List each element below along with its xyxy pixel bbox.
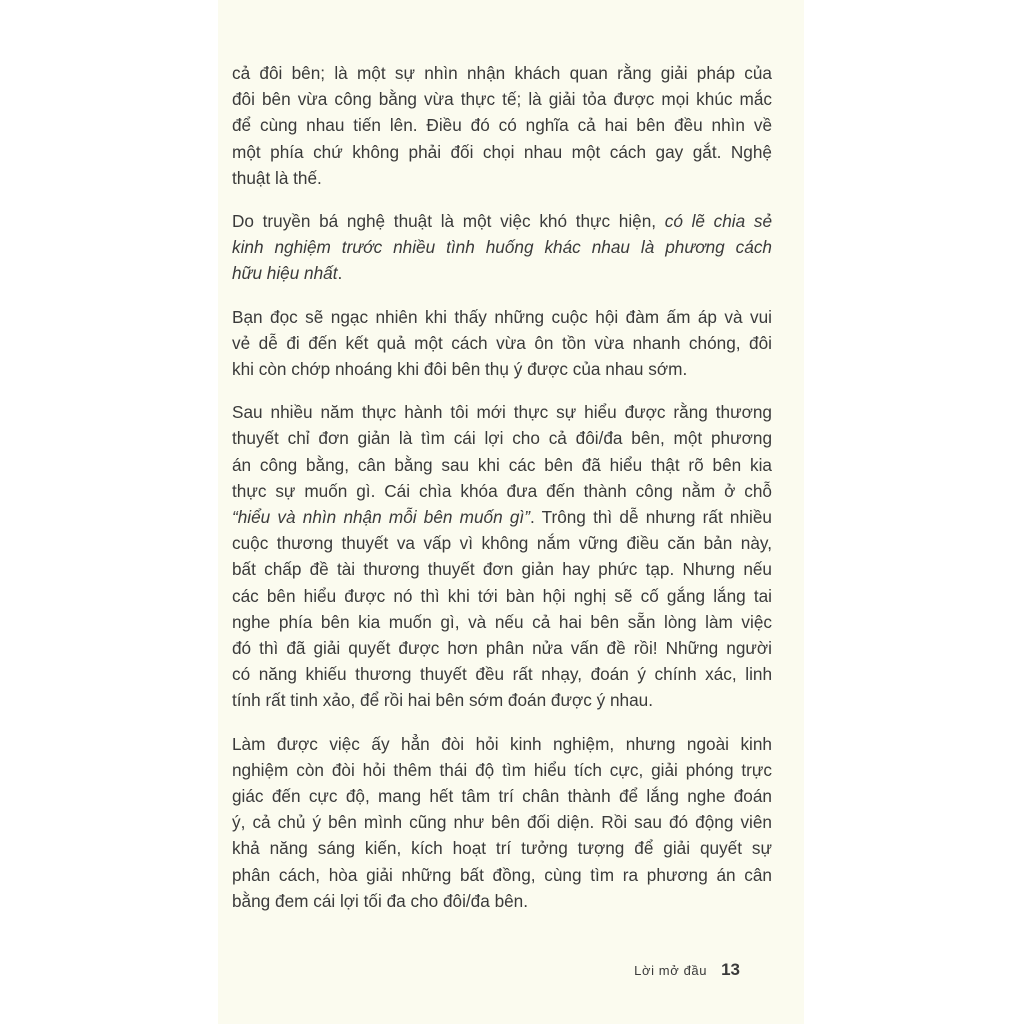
text-segment: thực sự muốn gì. Cái chìa khóa đưa đến thành công nằm ở chỗ [232,480,772,501]
text-line [232,530,772,556]
text-line [232,452,772,478]
text-segment: các bên hiểu được nó thì khi tới bàn hội nghị sẽ cố gắng lắng tai [232,585,772,606]
text-line [232,208,772,234]
text-segment: nghiệm còn đòi hỏi thêm thái độ tìm hiểu tích cực, giải phóng trực [232,759,772,780]
page-number: 13 [721,960,740,979]
text-line [232,139,772,165]
text-line [232,731,772,757]
text-segment: . Trông thì dễ nhưng rất nhiều [529,507,772,528]
text-line [232,635,772,661]
text-segment: Do truyền bá nghệ thuật là một việc khó thực hiện, [232,211,665,232]
paragraph [232,731,772,914]
text-line [232,687,772,713]
text-line [232,399,772,425]
running-title: Lời mở đầu [634,963,708,978]
text-segment: tính rất tinh xảo, để rồi hai bên sớm đoán được ý nhau. [232,690,654,711]
text-segment: khi còn chớp nhoáng khi đôi bên thụ ý được của nhau sớm. [232,359,688,380]
text-line [232,304,772,330]
paragraph [232,304,772,383]
text-segment: một phía chứ không phải đối chọi nhau một cách gay gắt. Nghệ [232,141,772,162]
text-segment: phân cách, hòa giải những bất đồng, cùng tìm ra phương án cân [232,864,772,885]
text-segment: án công bằng, cân bằng sau khi các bên đã hiểu thật rõ bên kia [232,454,772,475]
text-segment: đôi bên vừa công bằng vừa thực tế; là giải tỏa được mọi khúc mắc [232,89,772,110]
text-line [232,330,772,356]
text-line [232,609,772,635]
text-line [232,835,772,861]
text-line [232,165,772,191]
page-footer [634,960,740,980]
text-line [232,260,772,286]
text-line [232,556,772,582]
text-line [232,504,772,530]
text-line [232,583,772,609]
text-segment: để cùng nhau tiến lên. Điều đó có nghĩa cả hai bên đều nhìn về [232,115,772,136]
text-segment: Sau nhiều năm thực hành tôi mới thực sự hiểu được rằng thương [232,402,772,423]
text-segment: Làm được việc ấy hẳn đòi hỏi kinh nghiệm, nhưng ngoài kinh [232,733,772,754]
italic-text: “hiểu và nhìn nhận mỗi bên muốn gì” [232,507,530,528]
body-text [232,60,772,931]
text-segment: có năng khiếu thương thuyết đều rất nhạy, đoán ý chính xác, linh [232,664,772,685]
text-line [232,425,772,451]
text-segment: cuộc thương thuyết va vấp vì không nắm vững điều căn bản này, [232,533,772,554]
text-segment: giác đến cực độ, mang hết tâm trí chân thành để lắng nghe đoán [232,786,772,807]
text-line [232,783,772,809]
text-segment: Bạn đọc sẽ ngạc nhiên khi thấy những cuộc hội đàm ấm áp và vui [232,306,772,327]
text-segment: đó thì đã giải quyết được hơn phân nửa vấn đề rồi! Những người [232,638,772,659]
text-line [232,60,772,86]
text-segment: nghe phía bên kia muốn gì, và nếu cả hai bên sẵn lòng làm việc [232,611,772,632]
paragraph [232,208,772,287]
text-line [232,661,772,687]
text-line [232,86,772,112]
text-line [232,757,772,783]
text-segment: bằng đem cái lợi tối đa cho đôi/đa bên. [232,890,529,911]
text-segment: . [337,263,343,284]
text-segment: ý, cả chủ ý bên mình cũng như bên đối diện. Rồi sau đó động viên [232,812,772,833]
text-line [232,478,772,504]
text-segment: thuyết chỉ đơn giản là tìm cái lợi cho cả đôi/đa bên, một phương [232,428,772,449]
paragraph [232,60,772,191]
paragraph [232,399,772,713]
text-segment: khả năng sáng kiến, kích hoạt trí tưởng tượng để giải quyết sự [232,838,772,859]
text-line [232,862,772,888]
text-segment: thuật là thế. [232,167,322,188]
text-line [232,809,772,835]
text-line [232,888,772,914]
text-segment: cả đôi bên; là một sự nhìn nhận khách quan rằng giải pháp của [232,63,772,83]
text-segment: vẻ dễ đi đến kết quả một cách vừa ôn tồn vừa nhanh chóng, đôi [232,332,772,353]
text-line [232,356,772,382]
italic-text: hữu hiệu nhất [232,263,338,284]
italic-text: có lẽ chia sẻ [664,211,773,232]
text-segment: bất chấp đề tài thương thuyết đơn giản hay phức tạp. Nhưng nếu [232,559,772,580]
italic-text: kinh nghiệm trước nhiều tình huống khác nhau là phương cách [232,237,772,258]
text-line [232,234,772,260]
text-line [232,112,772,138]
